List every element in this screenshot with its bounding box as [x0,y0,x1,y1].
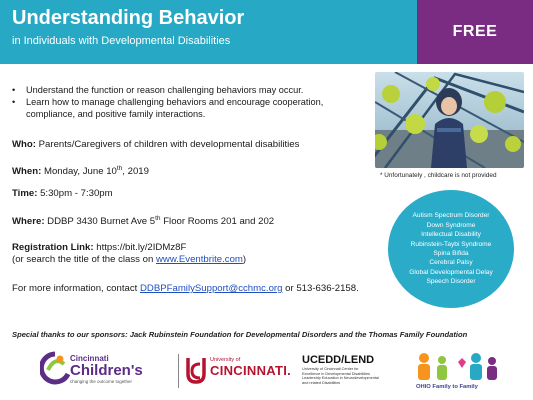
who-line: Who: Parents/Caregivers of children with developmental disabilities [12,139,300,150]
registration-alt-line: (or search the title of the class on www.Eventbrite.com) [12,254,247,265]
bullet-icon: • [12,85,16,95]
time-line: Time: 5:30pm - 7:30pm [12,188,113,199]
childcare-note: * Unfortunately , childcare is not provided [380,172,497,179]
conditions-circle [388,190,514,308]
registration-link[interactable]: https://bit.ly/2IDMz8F [93,242,187,253]
contact-line: For more information, contact DDBPFamilySupport@cchmc.org or 513-636-2158. [12,283,359,294]
condition-item: Cerebral Palsy [429,259,473,267]
goal-item: • Learn how to manage challenging behaviors and encourage cooperation, compliance, and positive family interactions. [12,97,324,119]
condition-item: Autism Spectrum Disorder [412,212,490,220]
goals-list [12,84,372,120]
page-subtitle: in Individuals with Developmental Disabilities [12,35,231,47]
sponsors-line: Special thanks to our sponsors: Jack Rubinstein Foundation for Developmental Disorders and the Thomas Family Foundation [12,330,468,339]
condition-item: Spina Bifida [433,250,469,257]
condition-item: Rubinstein-Taybi Syndrome [410,240,492,248]
ucedd-lend-logo: UCEDD/LEND University of Cincinnati Center for Excellence in Developmental Disabilities Leadership Education in Neurodevelopmental and related Disabilities [302,354,379,385]
email-link[interactable]: DDBPFamilySupport@cchmc.org [139,283,283,294]
header-title-block [0,0,417,64]
condition-item: Global Developmental Delay [409,268,493,276]
condition-item: Intellectual Disability [421,231,481,239]
free-badge [417,0,533,64]
ohio-family-to-family-logo: OHIO Family to Family [412,348,502,394]
registration-line: Registration Link: https://bit.ly/2IDMz8F [12,242,187,253]
condition-item: Speech Disorder [426,278,476,286]
condition-item: Down Syndrome [426,221,476,229]
where-line: Where: DDBP 3430 Burnet Ave 5th Floor Rooms 201 and 202 [12,215,275,228]
page-title: Understanding Behavior [12,7,245,29]
header-banner [0,0,533,64]
goal-item: • Understand the function or reason challenging behaviors may occur. [12,85,304,95]
photo-image [375,72,524,168]
cincinnati-childrens-icon [40,350,70,392]
eventbrite-link[interactable]: www.Eventbrite.com [155,254,243,265]
cincinnati-childrens-logo: Cincinnati Children's changing the outcome together [40,348,175,394]
logo-divider [178,354,179,388]
free-label: FREE [452,23,498,40]
child-playground-photo [375,72,524,168]
bullet-icon: • [12,97,16,107]
when-line: When: Monday, June 10th, 2019 [12,165,149,178]
university-of-cincinnati-logo: University of CINCINNATI. [184,348,296,394]
ohio-family-figures-icon [414,350,500,384]
uc-monogram-icon [184,356,208,386]
